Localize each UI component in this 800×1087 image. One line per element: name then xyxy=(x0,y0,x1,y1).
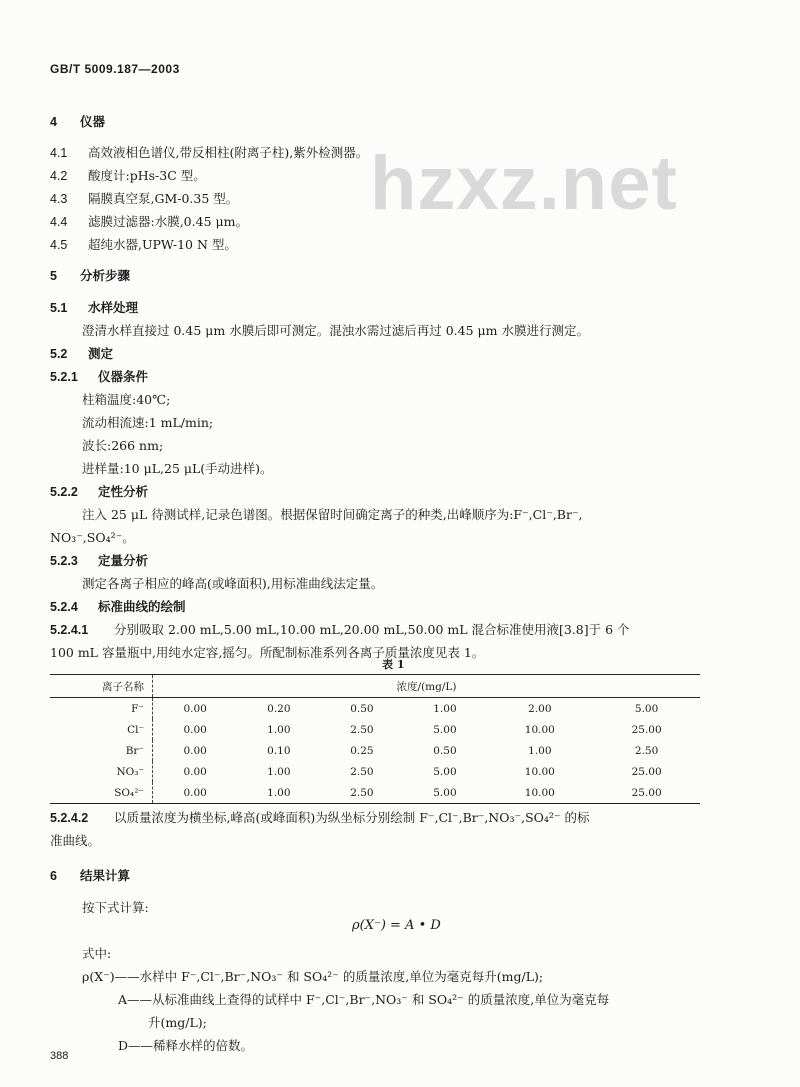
value-cell: 1.00 xyxy=(267,786,291,799)
header-concentration: 浓度/(mg/L) xyxy=(153,675,701,698)
section-5-2-3-heading: 5.2.3 定量分析 xyxy=(50,553,149,568)
value-cell: 25.00 xyxy=(631,765,662,778)
section-5-2-3-body: 测定各离子相应的峰高(或峰面积),用标准曲线法定量。 xyxy=(82,576,384,591)
value-cell: 2.00 xyxy=(528,702,552,715)
table-row xyxy=(50,782,700,804)
value-cell: 0.00 xyxy=(183,702,207,715)
value-cell: 2.50 xyxy=(634,744,659,757)
section-5-2-4-1-line1: 5.2.4.1 分别吸取 2.00 mL,5.00 mL,10.00 mL,20.00 mL,50.00 mL 混合标准使用液[3.8]于 6 个 xyxy=(50,622,630,637)
definition-a: A——从标准曲线上查得的试样中 F⁻,Cl⁻,Br⁻,NO₃⁻ 和 SO₄²⁻ 的质量浓度,单位为毫克每 xyxy=(118,992,610,1007)
value-cell: 5.00 xyxy=(634,702,659,715)
value-cell: 0.50 xyxy=(433,744,457,757)
value-cell: 2.50 xyxy=(350,723,374,736)
ion-cell: SO₄²⁻ xyxy=(50,782,153,804)
section-6-heading: 6 结果计算 xyxy=(50,868,131,883)
value-cell: 0.00 xyxy=(183,786,207,799)
calc-intro: 按下式计算: xyxy=(82,900,149,915)
header-ion-name: 离子名称 xyxy=(50,675,153,698)
value-cell: 10.00 xyxy=(524,723,555,736)
table-header-row xyxy=(50,675,700,698)
value-cell: 1.00 xyxy=(267,723,291,736)
section-5-heading: 5 分析步骤 xyxy=(50,268,131,283)
value-cell: 25.00 xyxy=(631,786,662,799)
value-cell: 0.00 xyxy=(183,765,207,778)
value-cell: 0.50 xyxy=(350,702,374,715)
value-cell: 1.00 xyxy=(433,702,457,715)
watermark: hzxz.net xyxy=(370,141,678,226)
ion-cell: Cl⁻ xyxy=(50,719,153,740)
value-cell: 1.00 xyxy=(528,744,552,757)
value-cell: 0.00 xyxy=(183,723,207,736)
ion-cell: F⁻ xyxy=(50,698,153,720)
table-row xyxy=(50,761,700,782)
standard-number: GB/T 5009.187—2003 xyxy=(50,62,180,76)
section-5-2-2-body-line2: NO₃⁻,SO₄²⁻。 xyxy=(50,530,135,545)
value-cell: 0.25 xyxy=(350,744,374,757)
section-5-2-1-heading: 5.2.1 仪器条件 xyxy=(50,369,149,384)
value-cell: 0.10 xyxy=(267,744,291,757)
section-5-1-heading: 5.1 水样处理 xyxy=(50,300,139,315)
value-cell: 5.00 xyxy=(433,765,457,778)
item-4-1: 4.1 高效液相色谱仪,带反相柱(附离子柱),紫外检测器。 xyxy=(50,145,369,160)
value-cell: 0.20 xyxy=(267,702,291,715)
condition-line: 流动相流速:1 mL/min; xyxy=(82,415,214,430)
formula: ρ(X⁻) = A • D xyxy=(352,918,441,933)
table-caption: 表 1 xyxy=(382,658,405,671)
item-4-3: 4.3 隔膜真空泵,GM-0.35 型。 xyxy=(50,191,239,206)
definition-d: D——稀释水样的倍数。 xyxy=(118,1038,254,1053)
condition-line: 进样量:10 μL,25 μL(手动进样)。 xyxy=(82,461,273,476)
section-5-2-4-1-line2: 100 mL 容量瓶中,用纯水定容,摇匀。所配制标准系列各离子质量浓度见表 1。 xyxy=(50,645,485,660)
definition-a-cont: 升(mg/L); xyxy=(148,1015,207,1030)
section-5-2-2-body-line1: 注入 25 μL 待测试样,记录色谱图。根据保留时间确定离子的种类,出峰顺序为:F⁻,Cl⁻,Br⁻, xyxy=(82,507,583,522)
table-row xyxy=(50,740,700,761)
table-1 xyxy=(50,674,700,804)
ion-cell: Br⁻ xyxy=(50,740,153,761)
definition-rho: ρ(X⁻)——水样中 F⁻,Cl⁻,Br⁻,NO₃⁻ 和 SO₄²⁻ 的质量浓度,单位为毫克每升(mg/L); xyxy=(82,969,544,984)
condition-line: 柱箱温度:40℃; xyxy=(82,392,171,407)
where-label: 式中: xyxy=(82,946,112,961)
section-4-heading: 4 仪器 xyxy=(50,114,106,129)
value-cell: 5.00 xyxy=(433,786,457,799)
section-5-1-body: 澄清水样直接过 0.45 μm 水膜后即可测定。混浊水需过滤后再过 0.45 μm 水膜进行测定。 xyxy=(82,323,589,338)
value-cell: 5.00 xyxy=(433,723,457,736)
value-cell: 1.00 xyxy=(267,765,291,778)
value-cell: 10.00 xyxy=(524,765,555,778)
section-5-2-4-2-line2: 准曲线。 xyxy=(50,833,101,848)
item-4-2: 4.2 酸度计:pHs-3C 型。 xyxy=(50,168,206,183)
value-cell: 2.50 xyxy=(350,765,374,778)
page-number: 388 xyxy=(50,1050,69,1062)
section-5-2-2-heading: 5.2.2 定性分析 xyxy=(50,484,149,499)
value-cell: 25.00 xyxy=(631,723,662,736)
section-5-2-heading: 5.2 测定 xyxy=(50,346,114,361)
ion-cell: NO₃⁻ xyxy=(50,761,153,782)
condition-line: 波长:266 nm; xyxy=(82,438,164,453)
table-row xyxy=(50,698,700,720)
value-cell: 2.50 xyxy=(350,786,374,799)
table-row xyxy=(50,719,700,740)
value-cell: 0.00 xyxy=(183,744,207,757)
item-4-5: 4.5 超纯水器,UPW-10 N 型。 xyxy=(50,237,237,252)
item-4-4: 4.4 滤膜过滤器:水膜,0.45 μm。 xyxy=(50,214,248,229)
section-5-2-4-heading: 5.2.4 标准曲线的绘制 xyxy=(50,599,186,614)
value-cell: 10.00 xyxy=(524,786,555,799)
section-5-2-4-2-line1: 5.2.4.2 以质量浓度为横坐标,峰高(或峰面积)为纵坐标分别绘制 F⁻,Cl⁻,Br⁻,NO₃⁻,SO₄²⁻ 的标 xyxy=(50,810,590,825)
